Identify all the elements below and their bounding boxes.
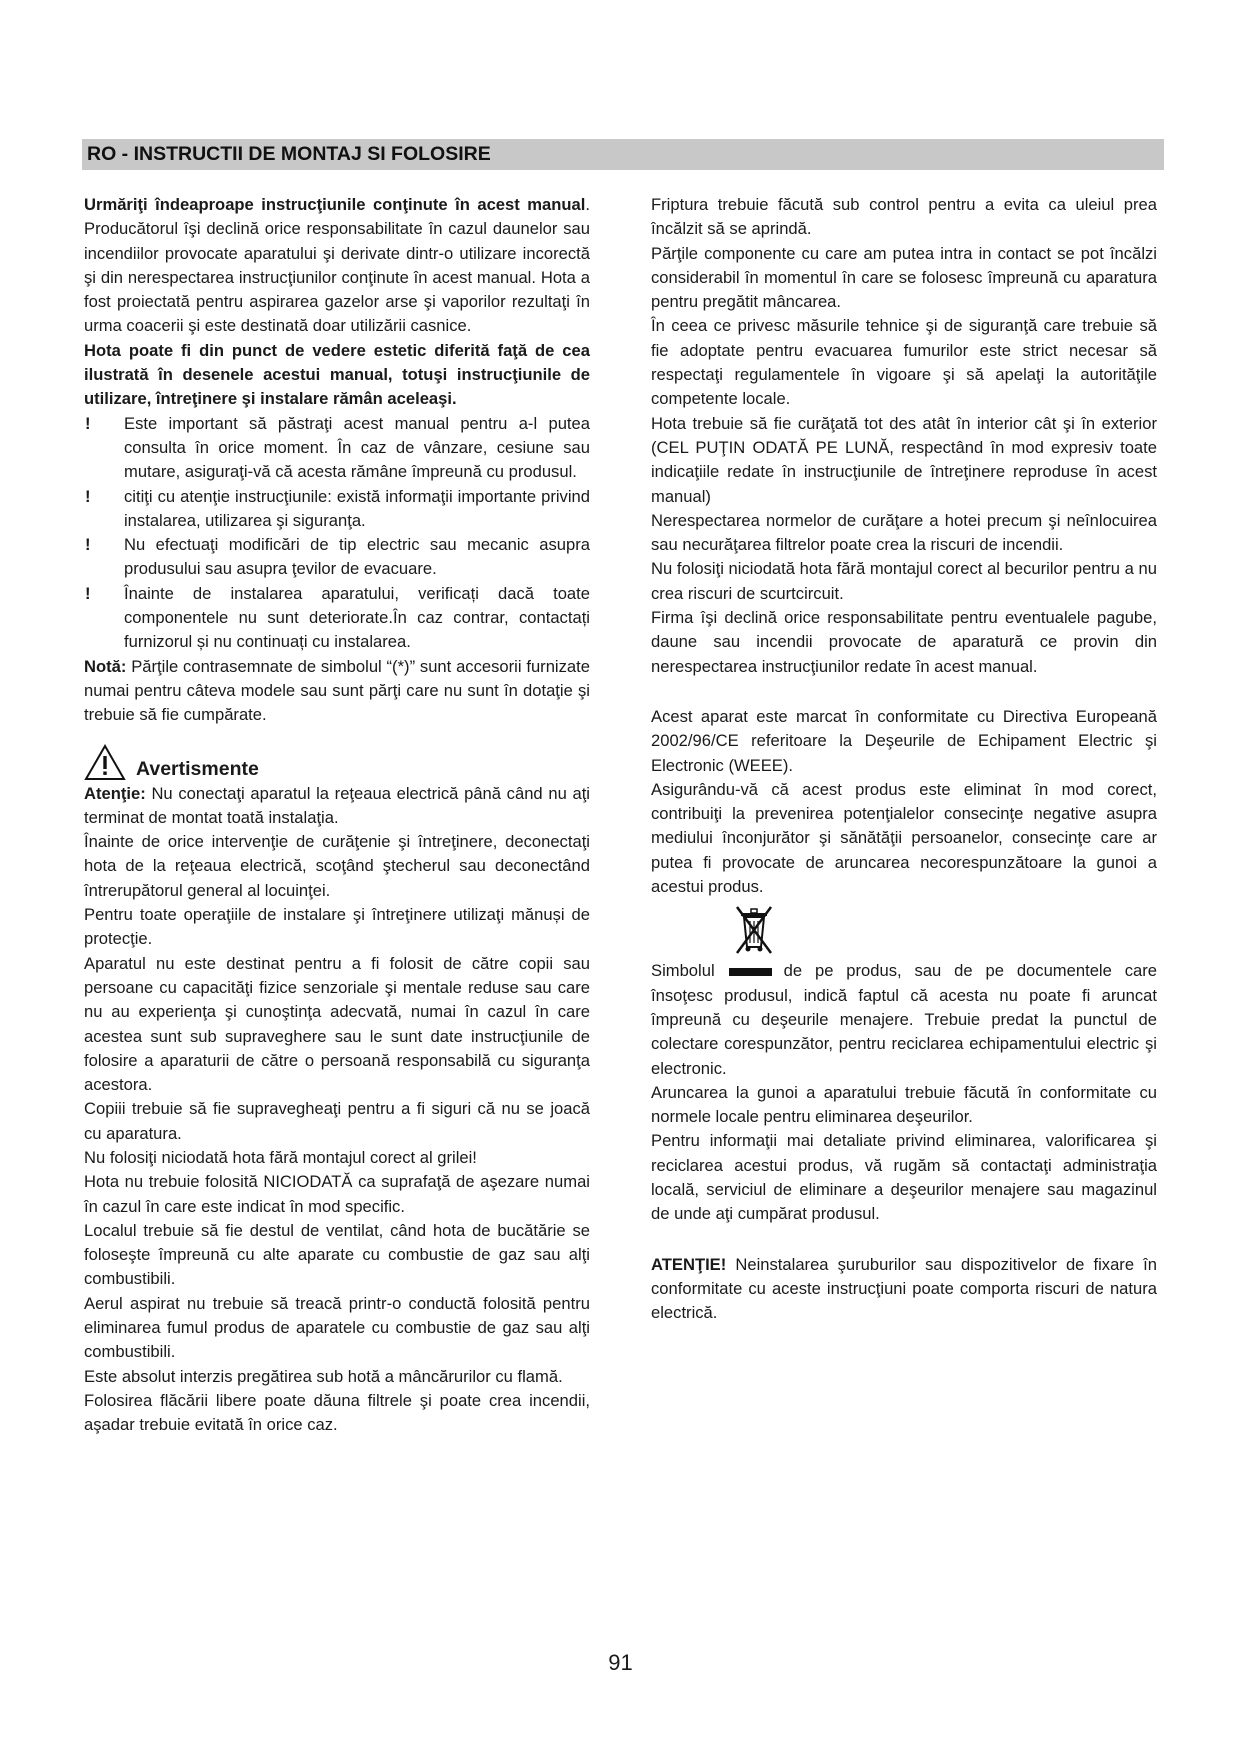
- warnings-heading: [84, 742, 590, 782]
- paragraph: Nerespectarea normelor de curăţare a hotei precum şi neînlocuirea sau necurăţarea filtrelor poate crea la riscuri de incendii.: [651, 510, 1157, 555]
- bullet-item: [84, 582, 590, 655]
- section-header: RO - INSTRUCTII DE MONTAJ SI FOLOSIRE: [82, 139, 1164, 170]
- paragraph: Este absolut interzis pregătirea sub hotă a mâncărurilor cu flamă.: [84, 1366, 563, 1386]
- left-column: [84, 193, 590, 1438]
- paragraph: În ceea ce privesc măsurile tehnice şi de siguranţă care trebuie să fie adoptate pentru evacuarea fumurilor este strict necesar să respectaţi regulamentele în vigoare şi să apelaţi la autorităţile competente locale.: [651, 316, 1157, 409]
- paragraph: Aerul aspirat nu trebuie să treacă printr-o conductă folosită pentru eliminarea fumul produs de aparatele cu combustie de gaz sau alţi combustibili.: [84, 1293, 590, 1362]
- bullet-text: Înainte de instalarea aparatului, verificați dacă toate componentele nu sunt deteriorate.În caz contrar, contactați furnizorul și nu continuați cu instalarea.: [124, 583, 590, 652]
- atentie-paragraph: [84, 782, 590, 831]
- crossed-bin-icon: [732, 903, 776, 955]
- bullet-item: [84, 412, 590, 485]
- exclamation-mark: !: [85, 413, 91, 433]
- paragraph: Aparatul nu este destinat pentru a fi folosit de către copii sau persoane cu capacităţi fizice senzoriale şi mentale reduse sau care nu au experienţa şi cunoştinţa adecvată, numai în cazul în care acestea sunt sub supraveghere sau le sunt date instrucţiunile de folosire a aparaturii de către o persoană responsabilă cu siguranţa acestora.: [84, 953, 590, 1095]
- symbol-pre-text: Simbolul: [651, 961, 715, 981]
- paragraph: Copiii trebuie să fie supravegheaţi pentru a fi siguri că nu se joacă cu aparatura.: [84, 1099, 590, 1143]
- intro-paragraph: [84, 193, 590, 339]
- paragraph: Părţile componente cu care am putea intra in contact se pot încălzi considerabil în momentul în care se folosesc împreună cu aparatura pentru pregătit mâncarea.: [651, 243, 1157, 312]
- design-note: Hota poate fi din punct de vedere estetic diferită faţă de cea ilustrată în desenele acestui manual, totuşi instrucţiunile de utilizare, întreţinere şi instalare rămân aceleaşi.: [84, 340, 590, 409]
- nota-label: Notă:: [84, 656, 127, 676]
- exclamation-mark: !: [85, 486, 91, 506]
- bullet-item: [84, 485, 590, 534]
- warnings-title: Avertismente: [136, 757, 259, 780]
- paragraph: Folosirea flăcării libere poate dăuna filtrele şi poate crea incendii, aşadar trebuie evitată în orice caz.: [84, 1390, 590, 1435]
- spacer: [651, 1227, 1157, 1253]
- paragraph: Nu folosiţi niciodată hota fără montajul corect al grilei!: [84, 1147, 477, 1167]
- nota-paragraph: [84, 655, 590, 728]
- paragraph: Hota nu trebuie folosită NICIODATĂ ca suprafaţă de aşezare numai în cazul în care este indicat în mod specific.: [84, 1172, 590, 1216]
- atentie-final-text: Neinstalarea şuruburilor sau dispozitivelor de fixare în conformitate cu aceste instrucţiuni poate comporta riscuri de natura electrică.: [651, 1254, 1157, 1323]
- nota-text: Părţile contrasemnate de simbolul “(*)” sunt accesorii furnizate numai pentru câteva modele sau sunt părţi care nu sunt în dotaţie şi trebuie să fie cumpărate.: [84, 656, 590, 725]
- bullet-item: [84, 533, 590, 582]
- atentie-text: Nu conectaţi aparatul la reţeaua electrică până când nu aţi terminat de montat toată instalaţia.: [84, 783, 590, 827]
- exclamation-mark: !: [85, 535, 91, 555]
- bullet-text: Nu efectuaţi modificări de tip electric sau mecanic asupra produsului sau asupra ţevilor de evacuare.: [124, 535, 590, 579]
- weee-paragraph: Acest aparat este marcat în conformitate cu Directiva Europeană 2002/96/CE referitoare la Deşeurile de Echipament Electric şi Electronic (WEEE).: [651, 706, 1157, 775]
- paragraph: Înainte de orice intervenţie de curăţenie şi întreţinere, deconectaţi hota de la reţeaua electrică, scoţând ştecherul sau deconectând întrerupătorul general al locuinţei.: [84, 832, 590, 900]
- right-column: [651, 193, 1157, 1325]
- weee-paragraph: Asigurându-vă că acest produs este eliminat în mod corect, contribuiţi la prevenirea potenţialelor consecinţe negative asupra mediului înconjurător şi sănătăţii persoanelor, consecinţe care ar putea fi provocate de aruncarea necorespunzătoare la gunoi a acestui produs.: [651, 779, 1157, 897]
- atentie-final-label: ATENŢIE!: [651, 1254, 727, 1274]
- symbol-post-text: de pe produs, sau de pe documentele care însoţesc produsul, indică faptul că acesta nu poate fi aruncat împreună cu deşeurile menajere. Trebuie predat la punctul de colectare corespunzător, pentru reciclarea echipamentului electric şi electronic.: [651, 961, 1157, 1078]
- paragraph: Pentru informaţii mai detaliate privind eliminarea, valorificarea şi reciclarea acestui produs, vă rugăm să contactaţi administraţia locală, serviciul de eliminare a deşeurilor menajere sau magazinul de unde aţi cumpărat produsul.: [651, 1131, 1157, 1224]
- warning-triangle-icon: [84, 744, 126, 782]
- paragraph: Localul trebuie să fie destul de ventilat, când hota de bucătărie se foloseşte împreună cu alte aparate cu combustie de gaz sau alţi combustibili.: [84, 1220, 590, 1289]
- paragraph: Nu folosiţi niciodată hota fără montajul corect al becurilor pentru a nu crea riscuri de scurtcircuit.: [651, 559, 1157, 603]
- symbol-paragraph: [651, 959, 1157, 1080]
- intro-bold: Urmăriţi îndeaproape instrucţiunile conţinute în acest manual: [84, 195, 586, 214]
- paragraph: Pentru toate operaţiile de instalare şi întreţinere utilizaţi mănuși de protecţie.: [84, 905, 590, 949]
- exclamation-mark: !: [85, 583, 91, 603]
- weee-symbol: [651, 899, 1157, 959]
- paragraph: Friptura trebuie făcută sub control pentru a evita ca uleiul prea încălzit să se aprindă.: [651, 195, 1157, 239]
- atentie-label: Atenţie:: [84, 783, 146, 803]
- atentie-final-paragraph: [651, 1253, 1157, 1326]
- bullet-text: Este important să păstraţi acest manual pentru a-l putea consulta în orice moment. În caz de vânzare, cesiune sau mutare, asiguraţi-vă că acesta rămâne împreună cu produsul.: [124, 413, 590, 482]
- page-number: 91: [608, 1650, 633, 1675]
- intro-text: . Producătorul îşi declină orice responsabilitate în cazul daunelor sau incendiilor provocate aparatului şi derivate dintr-o utilizare incorectă şi din nerespectarea instrucţiunilor conţinute în acest manual. Hota a fost proiectată pentru aspirarea gazelor arse şi vaporilor rezultaţi în urma coacerii şi este destinată doar utilizării casnice.: [84, 195, 590, 336]
- paragraph: Aruncarea la gunoi a aparatului trebuie făcută în conformitate cu normele locale pentru eliminarea deşeurilor.: [651, 1082, 1157, 1127]
- paragraph: Hota trebuie să fie curăţată tot des atât în interior cât şi în exterior (CEL PUŢIN ODATĂ PE LUNĂ, respectând în mod expresiv toate indicaţiile redate în instrucţiunile de întreţinere reproduse în acest manual): [651, 413, 1157, 506]
- bullet-text: citiţi cu atenţie instrucţiunile: există informaţii importante privind instalarea, utilizarea şi siguranţa.: [124, 486, 590, 530]
- black-bar-icon: [729, 968, 772, 976]
- spacer: [651, 679, 1157, 705]
- paragraph: Firma îşi declină orice responsabilitate pentru eventualele pagube, daune sau incendii provocate de aparatură ce provin din nerespectarea instrucţiunilor redate în acest manual.: [651, 608, 1157, 676]
